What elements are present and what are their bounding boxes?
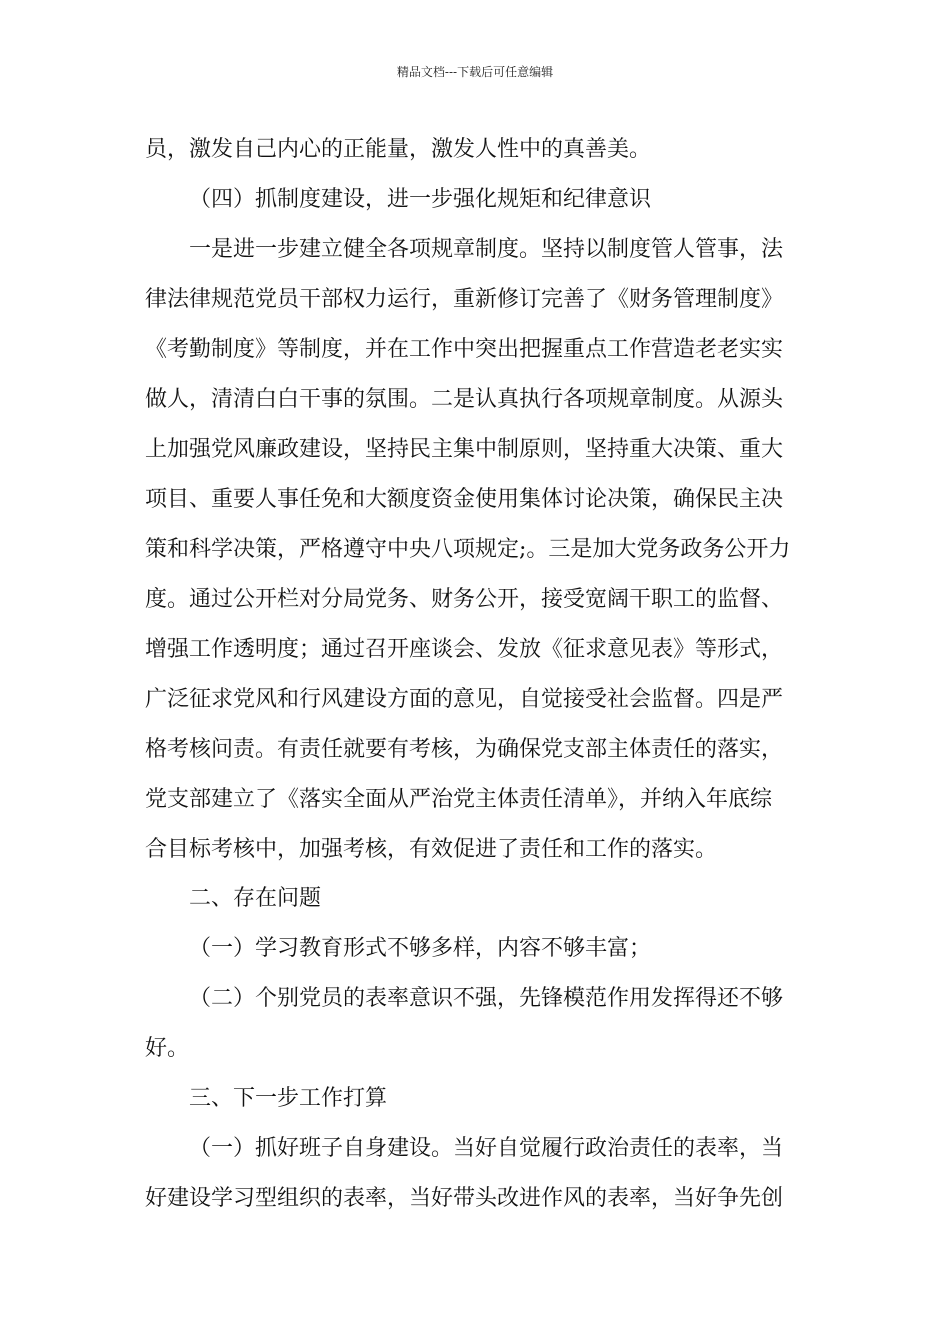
body-line: 上加强党风廉政建设，坚持民主集中制原则，坚持重大决策、重大 bbox=[145, 437, 784, 462]
body-line: 员，激发自己内心的正能量，激发人性中的真善美。 bbox=[145, 137, 652, 162]
body-line: 广泛征求党风和行风建设方面的意见，自觉接受社会监督。四是严 bbox=[145, 687, 784, 712]
body-line: 党支部建立了《落实全面从严治党主体责任清单》，并纳入年底综 bbox=[145, 787, 773, 812]
body-line: 增强工作透明度；通过召开座谈会、发放《征求意见表》等形式， bbox=[145, 637, 784, 662]
body-line: 一是进一步建立健全各项规章制度。坚持以制度管人管事，法 bbox=[189, 237, 784, 262]
body-line: 《考勤制度》等制度，并在工作中突出把握重点工作营造老老实实 bbox=[145, 337, 784, 362]
body-line: 做人，清清白白干事的氛围。二是认真执行各项规章制度。从源头 bbox=[145, 387, 784, 412]
body-line: 项目、重要人事任免和大额度资金使用集体讨论决策，确保民主决 bbox=[145, 487, 784, 512]
section-heading: （四）抓制度建设，进一步强化规矩和纪律意识 bbox=[189, 187, 652, 212]
section-heading: 三、下一步工作打算 bbox=[189, 1086, 388, 1111]
body-line: 合目标考核中，加强考核，有效促进了责任和工作的落实。 bbox=[145, 837, 718, 862]
body-line: 好建设学习型组织的表率，当好带头改进作风的表率，当好争先创 bbox=[145, 1186, 784, 1211]
body-line: （一）抓好班子自身建设。当好自觉履行政治责任的表率，当 bbox=[189, 1136, 784, 1161]
page-header: 精品文档---下载后可任意编辑 bbox=[396, 65, 554, 79]
body-line: 度。通过公开栏对分局党务、财务公开，接受宽阔干职工的监督、 bbox=[145, 587, 784, 612]
body-line: （二）个别党员的表率意识不强，先锋模范作用发挥得还不够 bbox=[189, 986, 784, 1011]
body-line: （一）学习教育形式不够多样，内容不够丰富； bbox=[189, 936, 652, 961]
section-heading: 二、存在问题 bbox=[189, 886, 322, 911]
body-line: 策和科学决策，严格遵守中央八项规定;。三是加大党务政务公开力 bbox=[145, 537, 791, 562]
body-line: 好。 bbox=[145, 1036, 190, 1061]
body-line: 律法律规范党员干部权力运行，重新修订完善了《财务管理制度》 bbox=[145, 287, 784, 312]
body-line: 格考核问责。有责任就要有考核，为确保党支部主体责任的落实， bbox=[145, 737, 784, 762]
